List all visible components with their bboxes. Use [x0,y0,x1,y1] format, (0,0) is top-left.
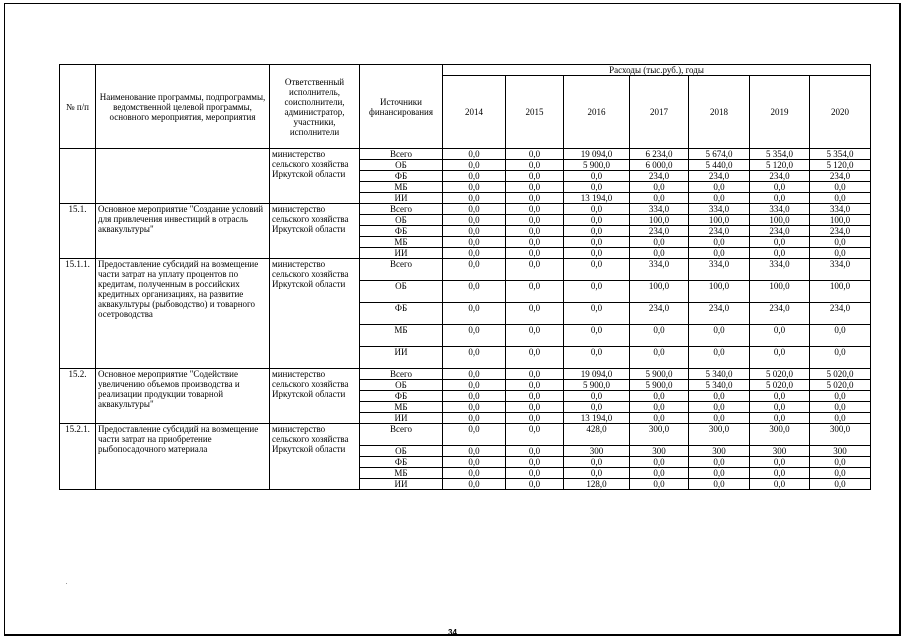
expense-value: 300,0 [630,424,689,446]
funding-source: ОБ [360,446,443,457]
expense-value: 0,0 [689,413,750,424]
table-row [60,259,871,281]
expense-value: 0,0 [443,237,506,248]
expense-value: 0,0 [443,402,506,413]
expense-value: 5 674,0 [689,149,750,160]
expense-value: 0,0 [443,215,506,226]
expense-value: 0,0 [810,193,871,204]
funding-source: ФБ [360,303,443,325]
expense-value: 0,0 [506,182,564,193]
funding-source: МБ [360,182,443,193]
expense-value: 0,0 [506,424,564,446]
expense-value: 0,0 [443,149,506,160]
expense-value: 0,0 [506,303,564,325]
expense-value: 0,0 [443,369,506,380]
expense-value: 0,0 [810,468,871,479]
funding-source: ФБ [360,171,443,182]
expense-value: 0,0 [750,457,810,468]
expense-value: 13 194,0 [564,193,630,204]
expense-value: 0,0 [564,347,630,369]
expense-value: 0,0 [443,413,506,424]
expense-value: 128,0 [564,479,630,490]
expense-value: 0,0 [443,424,506,446]
expense-value: 0,0 [443,182,506,193]
expense-value: 300 [750,446,810,457]
expense-value: 0,0 [810,248,871,259]
expense-value: 0,0 [630,479,689,490]
expense-value: 234,0 [689,226,750,237]
expense-value: 0,0 [506,281,564,303]
expense-value: 0,0 [564,457,630,468]
expense-value: 0,0 [689,325,750,347]
expense-value: 5 020,0 [750,369,810,380]
expense-value: 0,0 [564,248,630,259]
expense-value: 0,0 [750,468,810,479]
expense-value: 0,0 [564,468,630,479]
expense-value: 0,0 [506,468,564,479]
expense-value: 300,0 [810,424,871,446]
expense-value: 19 094,0 [564,149,630,160]
funding-source: Всего [360,424,443,446]
row-number: 15.2.1. [60,424,96,490]
funding-source: Всего [360,259,443,281]
expense-value: 0,0 [443,281,506,303]
activity-name [96,149,270,204]
expense-value: 0,0 [630,457,689,468]
funding-source: МБ [360,325,443,347]
activity-name: Предоставление субсидий на возмещение части затрат на уплату процентов по кредитам, полученным в российских кредитных организациях, на развитие аквакультуры (рыбоводство) и товарного осетроводства [96,259,270,369]
expense-value: 0,0 [506,446,564,457]
expense-value: 0,0 [443,347,506,369]
expense-value: 0,0 [506,413,564,424]
col-header-executor: Ответственный исполнитель, соисполнители, администратор, участники, исполнители [270,65,360,149]
expense-value: 300 [630,446,689,457]
expense-value: 0,0 [750,347,810,369]
expense-value: 0,0 [750,325,810,347]
year-header: 2020 [810,76,871,149]
expense-value: 0,0 [630,391,689,402]
expense-value: 5 020,0 [810,369,871,380]
expense-value: 6 234,0 [630,149,689,160]
executor: министерство сельского хозяйства Иркутской области [270,369,360,424]
row-number: 15.2. [60,369,96,424]
funding-source: ОБ [360,160,443,171]
expense-value: 5 900,0 [630,380,689,391]
expense-value: 234,0 [810,226,871,237]
funding-source: ИИ [360,248,443,259]
expense-value: 0,0 [810,402,871,413]
expense-value: 0,0 [810,457,871,468]
expense-value: 0,0 [630,325,689,347]
expense-value: 100,0 [689,281,750,303]
expense-value: 0,0 [810,347,871,369]
row-number: 15.1. [60,204,96,259]
expense-value: 0,0 [506,193,564,204]
expense-value: 234,0 [630,226,689,237]
expense-value: 0,0 [564,237,630,248]
expense-value: 0,0 [564,391,630,402]
expense-value: 0,0 [506,160,564,171]
expense-value: 334,0 [689,259,750,281]
expense-value: 0,0 [564,281,630,303]
expense-value: 0,0 [443,303,506,325]
expense-value: 0,0 [564,259,630,281]
expense-value: 0,0 [564,171,630,182]
expense-value: 0,0 [506,259,564,281]
expense-value: 0,0 [689,479,750,490]
expense-value: 0,0 [750,237,810,248]
table-row [60,369,871,380]
expense-value: 0,0 [564,325,630,347]
expense-value: 0,0 [506,248,564,259]
row-number: 15.1.1. [60,259,96,369]
expense-value: 234,0 [750,303,810,325]
funding-source: МБ [360,237,443,248]
expense-value: 0,0 [689,468,750,479]
expense-value: 334,0 [630,259,689,281]
expense-value: 0,0 [443,204,506,215]
expense-value: 5 020,0 [750,380,810,391]
expense-value: 0,0 [506,347,564,369]
funding-source: ФБ [360,391,443,402]
expense-value: 0,0 [630,237,689,248]
activity-name: Основное мероприятие "Содействие увеличению объемов производства и реализации продукции товарной аквакультуры" [96,369,270,424]
expense-value: 0,0 [506,149,564,160]
year-header: 2018 [689,76,750,149]
expense-value: 234,0 [810,171,871,182]
expense-value: 100,0 [630,281,689,303]
expense-value: 428,0 [564,424,630,446]
expense-value: 0,0 [506,325,564,347]
expense-value: 334,0 [810,259,871,281]
expense-value: 0,0 [689,182,750,193]
funding-source: ОБ [360,281,443,303]
expense-value: 5 900,0 [630,369,689,380]
expense-value: 0,0 [443,479,506,490]
expense-value: 0,0 [564,215,630,226]
expense-value: 0,0 [443,193,506,204]
col-header-name: Наименование программы, подпрограммы, ведомственной целевой программы, основного мероприятия, мероприятия [96,65,270,149]
scan-speck [66,583,67,584]
table-row [60,424,871,446]
expense-value: 0,0 [506,171,564,182]
year-header: 2015 [506,76,564,149]
expense-value: 0,0 [810,325,871,347]
expense-value: 19 094,0 [564,369,630,380]
funding-source: ИИ [360,413,443,424]
funding-source: ИИ [360,193,443,204]
col-header-expenses: Расходы (тыс.руб.), годы [443,65,871,76]
expense-value: 0,0 [443,248,506,259]
funding-source: Всего [360,149,443,160]
expense-value: 5 900,0 [564,160,630,171]
col-header-number: № п/п [60,65,96,149]
expense-value: 334,0 [750,259,810,281]
expense-value: 0,0 [810,182,871,193]
executor: министерство сельского хозяйства Иркутской области [270,149,360,204]
expense-value: 0,0 [689,193,750,204]
expense-value: 0,0 [443,259,506,281]
expense-value: 300 [564,446,630,457]
year-header: 2014 [443,76,506,149]
expense-value: 334,0 [630,204,689,215]
expense-value: 0,0 [564,402,630,413]
expense-value: 0,0 [443,391,506,402]
funding-source: ФБ [360,457,443,468]
expense-value: 0,0 [506,479,564,490]
expense-value: 0,0 [630,248,689,259]
expense-value: 0,0 [810,391,871,402]
executor: министерство сельского хозяйства Иркутской области [270,259,360,369]
expense-value: 100,0 [630,215,689,226]
expense-value: 5 120,0 [810,160,871,171]
expense-value: 100,0 [810,215,871,226]
expense-value: 100,0 [750,215,810,226]
expense-value: 5 340,0 [689,369,750,380]
funding-source: МБ [360,468,443,479]
expense-value: 234,0 [750,171,810,182]
expense-value: 0,0 [443,468,506,479]
expense-value: 5 354,0 [750,149,810,160]
expense-value: 0,0 [750,182,810,193]
funding-source: ФБ [360,226,443,237]
funding-source: ИИ [360,479,443,490]
expense-value: 0,0 [506,215,564,226]
expense-value: 300 [689,446,750,457]
expense-value: 5 354,0 [810,149,871,160]
expense-value: 0,0 [630,468,689,479]
expense-value: 0,0 [564,182,630,193]
expense-value: 234,0 [689,303,750,325]
executor: министерство сельского хозяйства Иркутской области [270,204,360,259]
expense-value: 5 120,0 [750,160,810,171]
expense-value: 6 000,0 [630,160,689,171]
expense-value: 0,0 [810,479,871,490]
expense-value: 100,0 [689,215,750,226]
expense-value: 234,0 [689,171,750,182]
expense-value: 0,0 [506,457,564,468]
budget-table [59,64,871,490]
expense-value: 5 340,0 [689,380,750,391]
expense-value: 0,0 [443,380,506,391]
expense-value: 234,0 [810,303,871,325]
page-number: 34 [448,628,457,637]
expense-value: 0,0 [630,413,689,424]
expense-value: 234,0 [750,226,810,237]
table-row [60,149,871,160]
funding-source: Всего [360,204,443,215]
funding-source: ОБ [360,380,443,391]
expense-value: 0,0 [689,402,750,413]
expense-value: 0,0 [443,160,506,171]
expense-value: 0,0 [564,303,630,325]
expense-value: 0,0 [750,391,810,402]
expense-value: 5 900,0 [564,380,630,391]
funding-source: ИИ [360,347,443,369]
expense-value: 300 [810,446,871,457]
expense-value: 234,0 [630,303,689,325]
expense-value: 0,0 [506,237,564,248]
expense-value: 0,0 [750,479,810,490]
expense-value: 100,0 [750,281,810,303]
expense-value: 13 194,0 [564,413,630,424]
expense-value: 0,0 [810,237,871,248]
expense-value: 0,0 [443,446,506,457]
expense-value: 0,0 [506,380,564,391]
expense-value: 0,0 [750,193,810,204]
expense-value: 0,0 [750,413,810,424]
expense-value: 0,0 [689,347,750,369]
funding-source: Всего [360,369,443,380]
expense-value: 0,0 [689,391,750,402]
expense-value: 0,0 [506,391,564,402]
expense-value: 0,0 [443,457,506,468]
expense-value: 300,0 [689,424,750,446]
expense-value: 5 440,0 [689,160,750,171]
expense-value: 0,0 [443,325,506,347]
expense-value: 300,0 [750,424,810,446]
year-header: 2017 [630,76,689,149]
expense-value: 0,0 [689,237,750,248]
expense-value: 334,0 [689,204,750,215]
expense-value: 0,0 [506,204,564,215]
expense-value: 0,0 [630,193,689,204]
expense-value: 0,0 [506,369,564,380]
expense-value: 0,0 [564,226,630,237]
expense-value: 334,0 [750,204,810,215]
expense-value: 0,0 [750,248,810,259]
expense-value: 0,0 [750,402,810,413]
expense-value: 334,0 [810,204,871,215]
year-header: 2019 [750,76,810,149]
expense-value: 0,0 [689,457,750,468]
expense-value: 0,0 [506,226,564,237]
row-number [60,149,96,204]
activity-name: Основное мероприятие "Создание условий для привлечения инвестиций в отрасль аквакультуры" [96,204,270,259]
expense-value: 100,0 [810,281,871,303]
funding-source: ОБ [360,215,443,226]
year-header: 2016 [564,76,630,149]
expense-value: 5 020,0 [810,380,871,391]
expense-value: 0,0 [443,226,506,237]
expense-value: 0,0 [810,413,871,424]
expense-value: 0,0 [443,171,506,182]
funding-source: МБ [360,402,443,413]
activity-name: Предоставление субсидий на возмещение части затрат на приобретение рыбопосадочного материала [96,424,270,490]
expense-value: 0,0 [564,204,630,215]
expense-value: 0,0 [689,248,750,259]
expense-value: 0,0 [506,402,564,413]
executor: министерство сельского хозяйства Иркутской области [270,424,360,490]
col-header-source: Источники финансирования [360,65,443,149]
table-row [60,204,871,215]
expense-value: 0,0 [630,402,689,413]
expense-value: 234,0 [630,171,689,182]
expense-value: 0,0 [630,182,689,193]
expense-value: 0,0 [630,347,689,369]
